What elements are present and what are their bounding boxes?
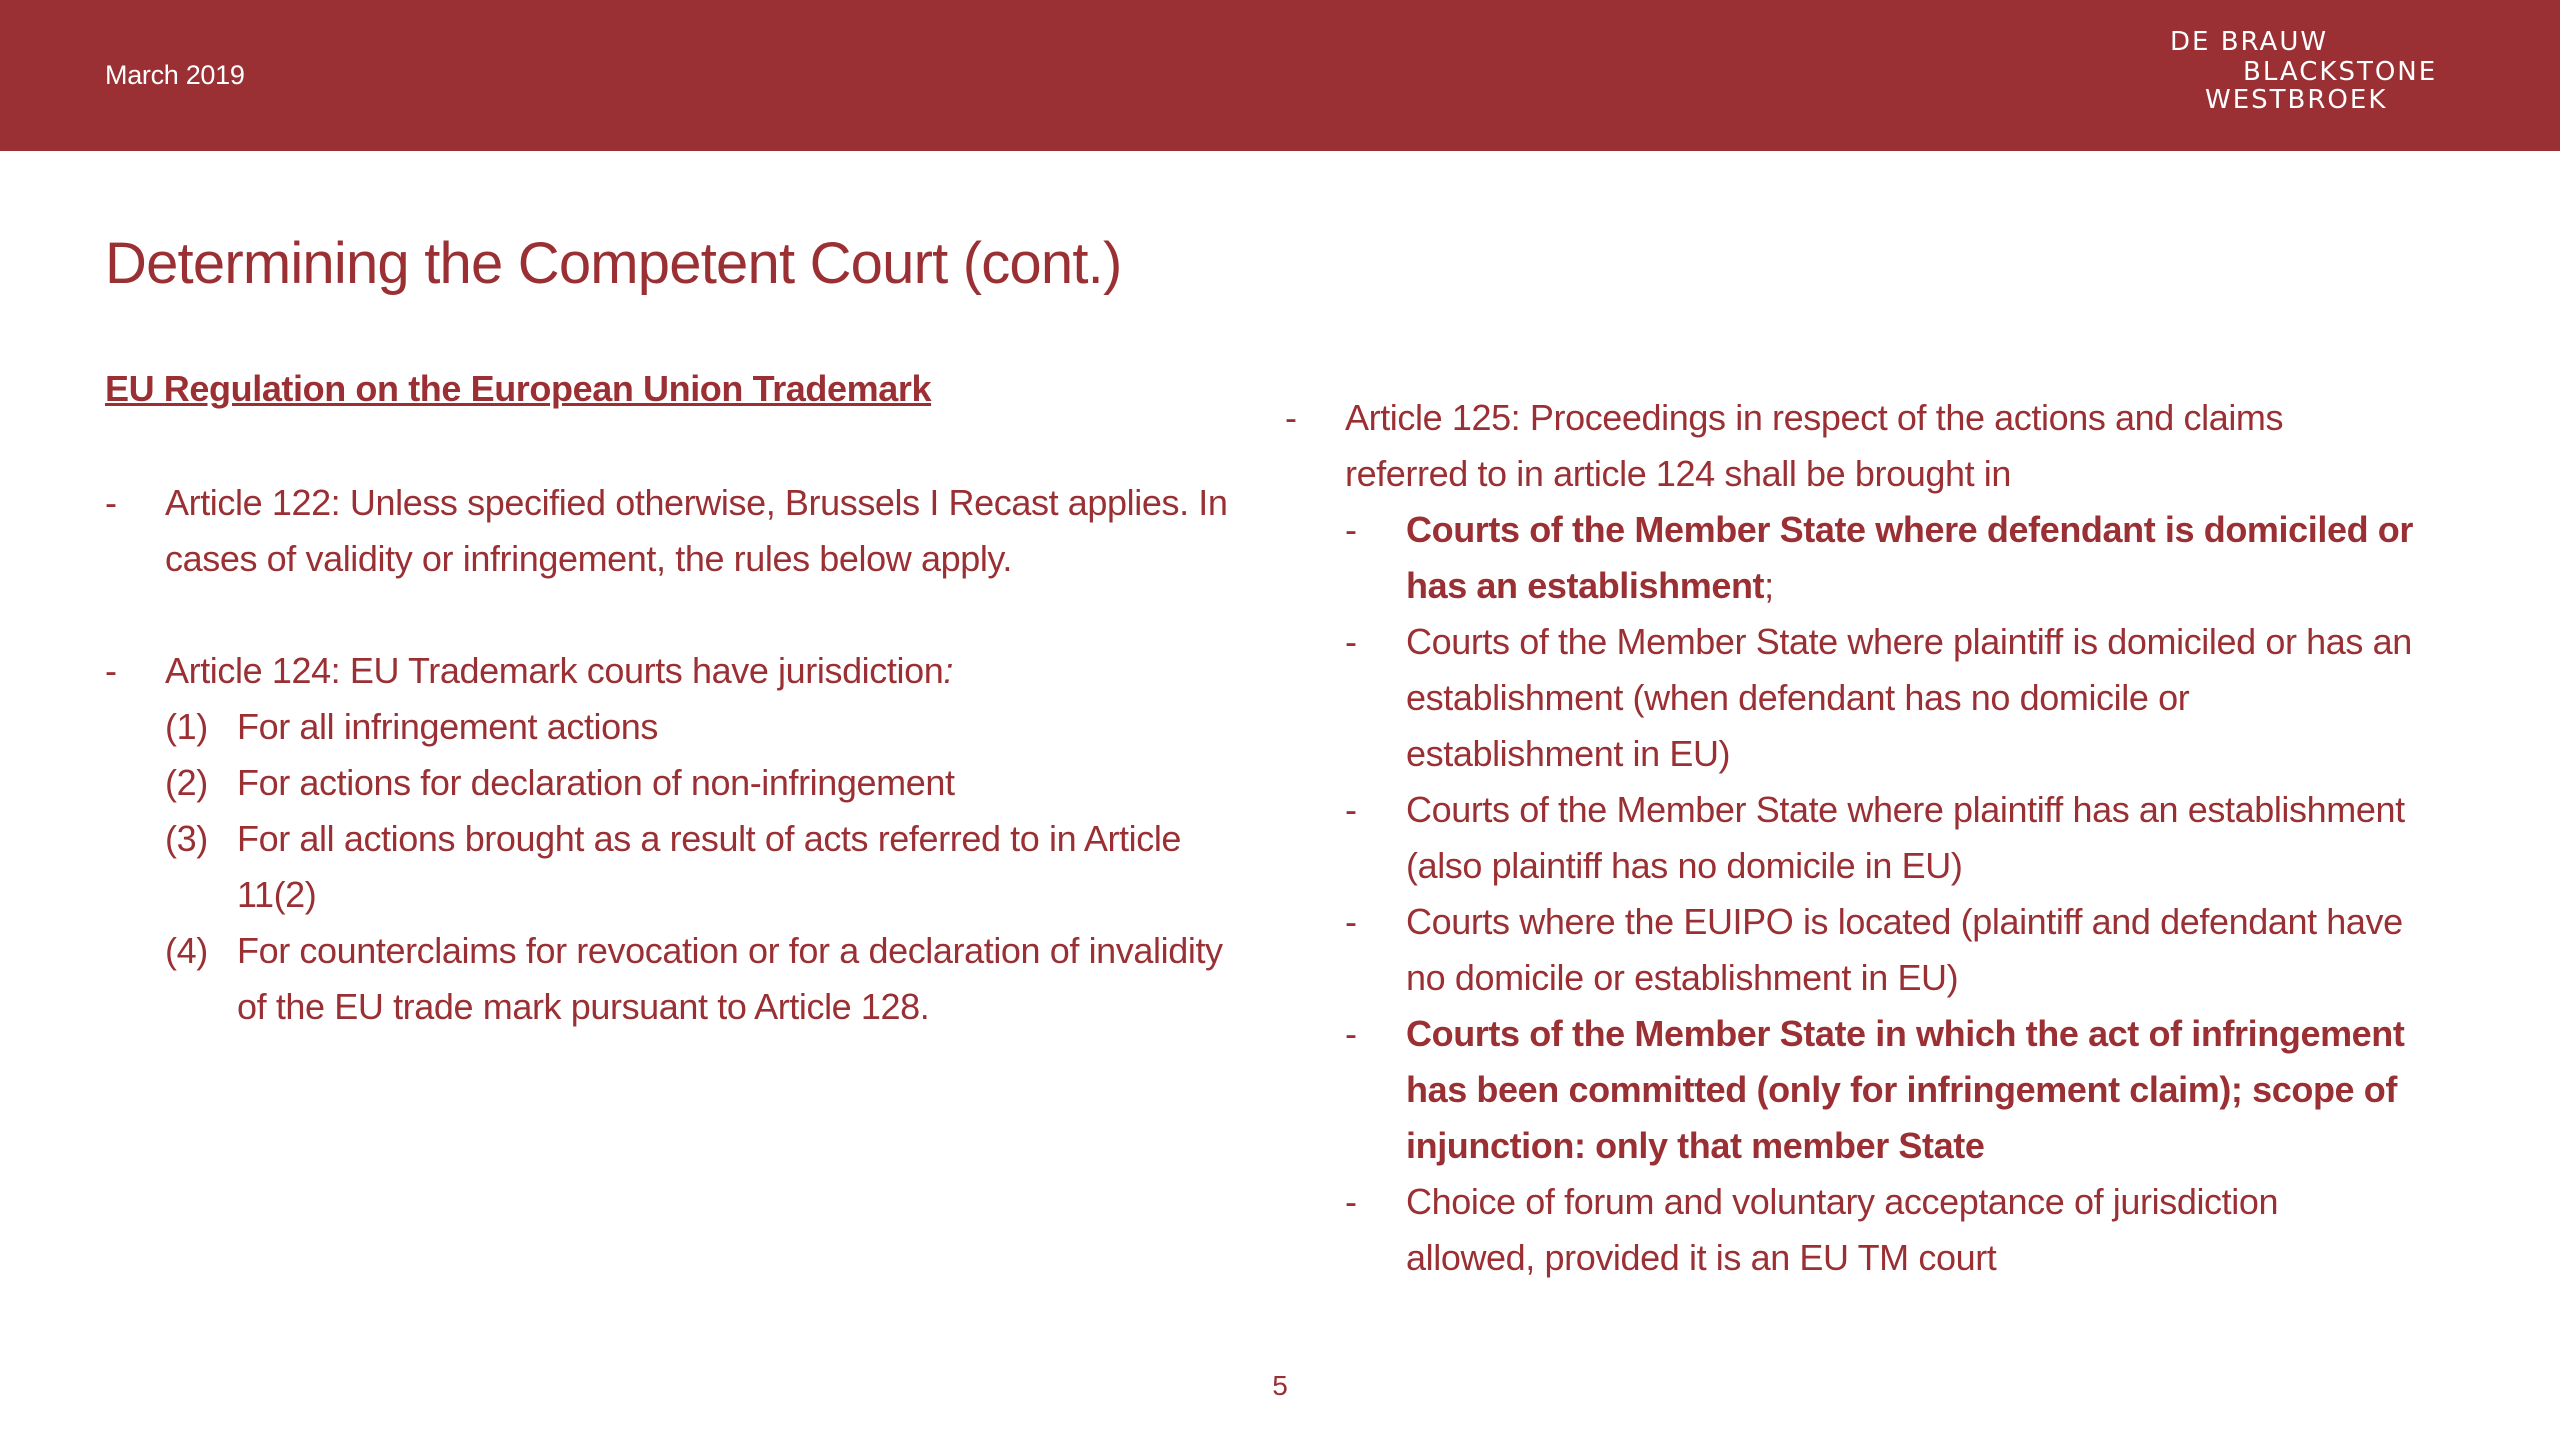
logo-line-1: DE BRAUW — [2170, 27, 2329, 57]
sub-item — [1285, 1174, 2415, 1286]
page-number: 5 — [1272, 1370, 1288, 1401]
sub-item — [1285, 782, 2415, 894]
article-125-text: Article 125: Proceedings in respect of the actions and claims referred to in article 124 shall be brought in — [1345, 397, 2284, 494]
sub-item-text: Courts of the Member State where plaintiff is domiciled or has an establishment (when defendant has no domicile or establishment in EU) — [1406, 621, 2412, 774]
list-item-text: For all actions brought as a result of acts referred to in Article 11(2) — [237, 818, 1182, 915]
sub-item — [1285, 894, 2415, 1006]
list-item — [165, 755, 1245, 811]
page-title: Determining the Competent Court (cont.) — [105, 231, 1122, 296]
bullet-dash: - — [1345, 789, 1357, 830]
list-number: (2) — [165, 762, 208, 803]
article-124-item — [105, 643, 1245, 699]
sub-item — [1285, 614, 2415, 782]
jurisdiction-list — [105, 699, 1245, 1035]
bullet-dash: - — [1345, 509, 1357, 550]
article-122-text: Article 122: Unless specified otherwise, Brussels I Recast applies. In cases of validity or infringement, the rules below apply. — [165, 482, 1228, 579]
list-item-text: For counterclaims for revocation or for a declaration of invalidity of the EU trade mark pursuant to Article 128. — [237, 930, 1223, 1027]
sub-item — [1285, 1006, 2415, 1174]
sub-item — [1285, 502, 2415, 614]
bullet-dash: - — [1345, 621, 1357, 662]
article-124-colon: : — [943, 650, 953, 691]
list-item — [165, 923, 1245, 1035]
sub-item-text: Courts of the Member State where plaintiff has an establishment (also plaintiff has no domicile in EU) — [1406, 789, 2405, 886]
bullet-dash: - — [1345, 1181, 1357, 1222]
sub-item-bold-text: Courts of the Member State in which the act of infringement has been committed (only for infringement claim); scope of injunction: only that member State — [1406, 1013, 2405, 1166]
right-column — [1285, 390, 2415, 1286]
bullet-dash: - — [1345, 901, 1357, 942]
sub-item-bold-text: Courts of the Member State where defendant is domiciled or has an establishment — [1406, 509, 2413, 606]
bullet-dash: - — [105, 482, 117, 523]
list-number: (3) — [165, 818, 208, 859]
header-date: March 2019 — [105, 60, 245, 90]
brand-logo — [2170, 28, 2460, 118]
left-column — [105, 475, 1245, 1035]
sub-item-text: Choice of forum and voluntary acceptance of jurisdiction allowed, provided it is an EU TM court — [1406, 1181, 2279, 1278]
list-item — [165, 811, 1245, 923]
list-item — [165, 699, 1245, 755]
section-heading: EU Regulation on the European Union Trademark — [105, 368, 932, 409]
header-band — [0, 0, 2560, 151]
list-number: (4) — [165, 930, 208, 971]
bullet-dash: - — [1285, 397, 1297, 438]
bullet-dash: - — [1345, 1013, 1357, 1054]
article-125-item — [1285, 390, 2415, 502]
sub-item-text: ; — [1764, 565, 1774, 606]
sub-item-text: Courts where the EUIPO is located (plaintiff and defendant have no domicile or establishment in EU) — [1406, 901, 2403, 998]
article-124-text: Article 124: EU Trademark courts have jurisdiction — [165, 650, 944, 691]
logo-line-2: BLACKSTONE — [2243, 57, 2438, 87]
list-number: (1) — [165, 706, 208, 747]
article-122-item — [105, 475, 1245, 587]
list-item-text: For actions for declaration of non-infringement — [237, 762, 955, 803]
logo-line-3: WESTBROEK — [2205, 85, 2388, 115]
list-item-text: For all infringement actions — [237, 706, 658, 747]
bullet-dash: - — [105, 650, 117, 691]
spacer — [105, 587, 1245, 643]
